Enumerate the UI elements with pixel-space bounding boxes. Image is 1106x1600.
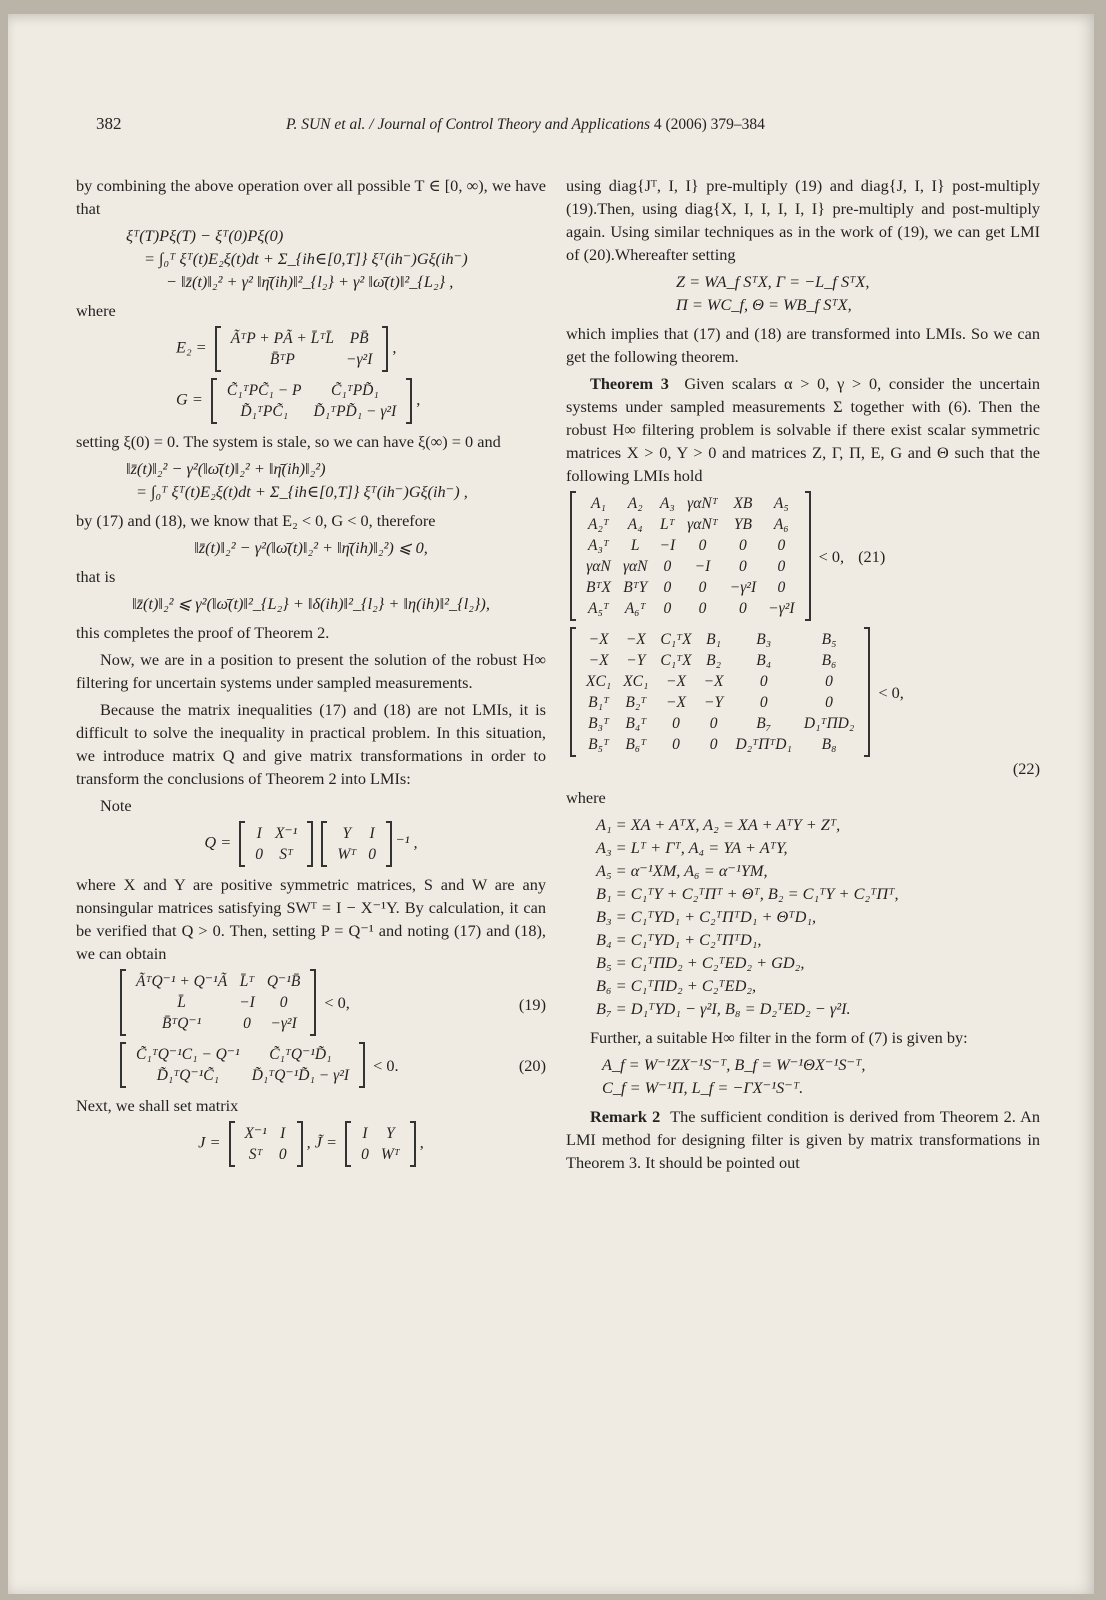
matrix-cell: Sᵀ (248, 1146, 263, 1163)
definitions-block (566, 813, 1040, 1020)
equation-block (566, 270, 1040, 316)
matrix-cell: D̃₁ᵀQ⁻¹C̃₁ (156, 1067, 220, 1084)
matrix-cell: −Y (704, 694, 724, 711)
matrix-cell: L (630, 537, 640, 554)
remark-label: Remark 2 (590, 1107, 661, 1126)
definition-line: A₁ = XA + AᵀX, A₂ = XA + AᵀY + Zᵀ, (596, 815, 841, 834)
equation-19 (76, 969, 546, 1036)
equation-label: G = (176, 389, 203, 409)
matrix-cell: I (362, 1125, 368, 1142)
matrix (570, 627, 870, 757)
equation-number: (21) (858, 546, 886, 566)
matrix-cell: B₃ᵀ (588, 715, 610, 732)
equation-number: (20) (518, 1056, 546, 1075)
equation-line: ‖z̄(t)‖₂² − γ²(‖ω̄(t)‖₂² + ‖η̄(ih)‖₂²) ⩽ 0, (194, 538, 428, 557)
inequality-sign: < 0, (878, 682, 904, 702)
equation-line: ξᵀ(T)Pξ(T) − ξᵀ(0)Pξ(0) (126, 226, 284, 245)
paragraph: that is (76, 567, 116, 586)
paragraph: by (17) and (18), we know that E₂ < 0, G < 0, therefore (76, 511, 436, 530)
definition-line: B₁ = C₁ᵀY + C₂ᵀΠᵀ + Θᵀ, B₂ = C₁ᵀY + C₂ᵀΠᵀ, (596, 884, 899, 903)
running-head (286, 116, 765, 134)
remark (566, 1105, 1040, 1174)
paragraph: setting ξ(0) = 0. The system is stale, so we can have ξ(∞) = 0 and (76, 432, 501, 451)
matrix (239, 821, 313, 867)
matrix-cell: C₁ᵀX (660, 631, 692, 648)
matrix-cell: 0 (243, 1015, 251, 1032)
matrix-cell: 0 (278, 1146, 287, 1163)
matrix-cell: 0 (709, 736, 718, 753)
definition-line: A₃ = Lᵀ + Γᵀ, A₄ = YA + AᵀY, (596, 838, 788, 857)
matrix-cell: 0 (698, 537, 707, 554)
matrix-cell: D̃₁ᵀPD̃₁ − γ²I (313, 403, 397, 420)
matrix-cell: −X (588, 631, 609, 648)
matrix-cell: D̃₁ᵀQ⁻¹D̃₁ − γ²I (251, 1067, 350, 1084)
matrix-cell: B₁ᵀ (588, 694, 610, 711)
matrix-cell: Sᵀ (279, 846, 294, 863)
matrix-cell: A₄ (627, 516, 643, 533)
matrix (229, 1121, 303, 1167)
equation-line: = ∫₀ᵀ ξᵀ(t)E₂ξ(t)dt + Σ_{ih∈[0,T]} ξᵀ(ih⁻)Gξ(ih⁻) , (136, 482, 468, 501)
paragraph: which implies that (17) and (18) are transformed into LMIs. So we can get the following theorem. (566, 324, 1040, 366)
matrix (211, 378, 412, 424)
paragraph: using diag{Jᵀ, I, I} pre-multiply (19) and diag{J, I, I} post-multiply (19).Then, using diag{X, I, I, I, I, I} pre-multiply and post-multiply again. Using similar techniques as in the work of (19), we can get LMI of (20).Whereafter setting (566, 176, 1040, 264)
matrix-cell: B₂ (706, 652, 721, 669)
paragraph: Now, we are in a position to present the solution of the robust H∞ filtering for uncertain systems under sampled measurements. (76, 650, 546, 692)
equation-label: Q = (204, 832, 232, 852)
matrix-cell: −X (625, 631, 646, 648)
equation-line: A_f = W⁻¹ZX⁻¹S⁻ᵀ, B_f = W⁻¹ΘX⁻¹S⁻ᵀ, (602, 1055, 866, 1074)
matrix-cell: B̄ᵀQ⁻¹ (161, 1015, 202, 1032)
equation-line: Z = WA_f SᵀX, Γ = −L_f SᵀX, (676, 272, 870, 291)
matrix-cell: B₄ᵀ (625, 715, 647, 732)
matrix-cell: B₂ᵀ (625, 694, 647, 711)
journal-page (8, 14, 1094, 1594)
matrix-cell: 0 (709, 715, 718, 732)
equation-suffix: , (419, 1132, 424, 1152)
matrix-cell: 0 (672, 715, 680, 732)
matrix-cell: C̃₁ᵀPD̃₁ (330, 382, 379, 399)
matrix-cell: I (280, 1125, 286, 1142)
matrix-cell: BᵀY (623, 579, 648, 596)
paragraph: where X and Y are positive symmetric matrices, S and W are any nonsingular matrices satisfying SWᵀ = I − X⁻¹Y. By calculation, it can be verified that Q > 0. Then, setting P = Q⁻¹ and noting (17) and (18), we can obtain (76, 875, 546, 963)
matrix-cell: γαNᵀ (687, 495, 718, 512)
matrix-cell: I (256, 825, 262, 842)
matrix-cell: −I (239, 994, 255, 1011)
equation-block (76, 224, 546, 293)
matrix-cell: γαNᵀ (687, 516, 718, 533)
inequality-sign: < 0, (818, 546, 845, 566)
matrix-cell: B₃ (756, 631, 772, 648)
matrix-cell: −γ²I (270, 1015, 297, 1032)
matrix-cell: XC₁ (623, 673, 649, 690)
matrix-cell: X⁻¹ (275, 825, 298, 842)
matrix-cell: −γ²I (768, 600, 795, 617)
matrix-cell: B̄ᵀP (269, 351, 295, 368)
running-head-authors: P. SUN et al. / (286, 116, 378, 133)
theorem-label: Theorem 3 (590, 374, 669, 393)
matrix-cell: 0 (777, 579, 786, 596)
matrix-cell: −X (703, 673, 724, 690)
matrix-cell: Y (342, 825, 352, 842)
matrix-cell: D₁ᵀΠD₂ (803, 715, 855, 732)
matrix-cell: −I (659, 537, 676, 554)
matrix-cell: A₃ (659, 495, 675, 512)
inequality-sign: < 0. (373, 1055, 399, 1075)
definition-line: B₃ = C₁ᵀYD₁ + C₂ᵀΠᵀD₁ + ΘᵀD₁, (596, 907, 817, 926)
matrix-cell: 0 (739, 537, 747, 554)
matrix-cell: A₁ (591, 495, 606, 512)
page-number: 382 (96, 114, 122, 133)
matrix (215, 326, 389, 372)
equation-line: Π = WC_f, Θ = WB_f SᵀX, (676, 295, 852, 314)
matrix-cell: ÃᵀQ⁻¹ + Q⁻¹Ã (136, 973, 228, 990)
matrix-cell: B₅ (821, 631, 837, 648)
matrix-cell: 0 (698, 579, 707, 596)
matrix-cell: D̃₁ᵀPC̃₁ (240, 403, 289, 420)
equation-20 (76, 1042, 546, 1088)
matrix-cell: −X (666, 694, 686, 711)
matrix (120, 1042, 365, 1088)
matrix (345, 1121, 416, 1167)
matrix-cell: Y (385, 1125, 395, 1142)
definition-line: A₅ = α⁻¹XM, A₆ = α⁻¹YM, (596, 861, 768, 880)
equation-J (76, 1121, 546, 1167)
theorem (566, 372, 1040, 487)
equation-label: , J̃ = (306, 1132, 338, 1152)
inequality-sign: < 0, (324, 993, 350, 1012)
matrix (321, 821, 392, 867)
matrix-cell: 0 (663, 558, 672, 575)
matrix-cell: 0 (672, 736, 680, 753)
equation-21 (566, 491, 1040, 621)
matrix-cell: 0 (825, 694, 833, 711)
running-head-journal: Journal of Control Theory and Applications (377, 116, 650, 133)
matrix-cell: PB̄ (349, 330, 369, 347)
matrix-cell: B₁ (706, 631, 721, 648)
equation-E2: E₂ = ÃᵀP + PÃ + L̄ᵀL̄ PB̄ B̄ᵀP −γ²I , (76, 326, 546, 372)
matrix-cell: A₆ᵀ (624, 600, 646, 617)
matrix-cell: BᵀX (586, 579, 611, 596)
definition-line: B₄ = C₁ᵀYD₁ + C₂ᵀΠᵀD₁, (596, 930, 762, 949)
paragraph: Note (100, 796, 132, 815)
matrix-cell: A₆ (773, 516, 789, 533)
matrix-cell: 0 (825, 673, 833, 690)
matrix-cell: C₁ᵀX (660, 652, 692, 669)
matrix-cell: 0 (663, 579, 672, 596)
equation-number: (19) (518, 995, 546, 1014)
matrix-cell: D₂ᵀΠᵀD₁ (735, 736, 792, 753)
definition-line: B₅ = C₁ᵀΠD₂ + C₂ᵀED₂ + GD₂, (596, 953, 805, 972)
matrix-cell: −X (588, 652, 609, 669)
matrix-cell: 0 (777, 537, 786, 554)
matrix-cell: Wᵀ (380, 1146, 400, 1163)
equation-line: = ∫₀ᵀ ξᵀ(t)E₂ξ(t)dt + Σ_{ih∈[0,T]} ξᵀ(ih⁻)Gξ(ih⁻) (144, 249, 468, 268)
equation-line: ‖z̄(t)‖₂² ⩽ γ²(‖ω̄(t)‖²_{L₂} + ‖δ(ih)‖²_{l₂} + ‖η(ih)‖²_{l₂}), (132, 594, 490, 613)
matrix-cell: 0 (255, 846, 264, 863)
matrix-cell: Wᵀ (337, 846, 357, 863)
matrix-cell: A₂ᵀ (588, 516, 609, 533)
matrix-cell: 0 (777, 558, 786, 575)
matrix-cell: L̄ᵀ (239, 973, 255, 990)
matrix-cell: A₂ (627, 495, 643, 512)
matrix-cell: YB (733, 516, 752, 533)
running-head-volume: 4 (2006) 379–384 (649, 116, 765, 133)
matrix-cell: B₆ᵀ (625, 736, 647, 753)
paragraph: Further, a suitable H∞ filter in the form of (7) is given by: (590, 1028, 968, 1047)
definition-line: B₆ = C₁ᵀΠD₂ + C₂ᵀED₂, (596, 976, 757, 995)
page-header (96, 114, 1054, 144)
matrix-cell: B₈ (821, 736, 837, 753)
equation-number: (22) (1012, 759, 1040, 778)
matrix-cell: 0 (759, 694, 768, 711)
matrix-cell: −γ²I (729, 579, 757, 596)
paragraph: Because the matrix inequalities (17) and (18) are not LMIs, it is difficult to solve the inequality in practical problem. In this situation, we introduce matrix Q and give matrix transformations in order to transform the conclusions of Theorem 2 into LMIs: (76, 700, 546, 788)
matrix-cell: γαN (622, 558, 648, 575)
matrix-cell: Lᵀ (660, 516, 675, 533)
matrix-cell: X⁻¹ (244, 1125, 267, 1142)
matrix-cell: γαN (586, 558, 611, 575)
paragraph: where (76, 301, 116, 320)
paragraph: this completes the proof of Theorem 2. (76, 623, 330, 642)
matrix-cell: A₃ᵀ (588, 537, 609, 554)
equation-label: E₂ = (176, 337, 207, 357)
matrix-cell: ÃᵀP + PÃ + L̄ᵀL̄ (230, 330, 334, 347)
matrix-cell: −Y (626, 652, 646, 669)
equation-line: ‖z̄(t)‖₂² − γ²(‖ω̄(t)‖₂² + ‖η̄(ih)‖₂²) (126, 459, 326, 478)
matrix-cell: I (369, 825, 375, 842)
matrix (570, 491, 811, 621)
matrix-cell: 0 (739, 600, 747, 617)
matrix-cell: A₅ᵀ (588, 600, 609, 617)
right-column (566, 174, 1040, 1178)
equation-block (76, 457, 546, 503)
matrix-cell: C̃₁ᵀQ⁻¹D̃₁ (269, 1046, 332, 1063)
matrix-cell: C̃₁ᵀQ⁻¹C₁ − Q⁻¹ (136, 1046, 240, 1063)
matrix-cell: 0 (739, 558, 747, 575)
matrix-cell: L̄ (177, 994, 186, 1011)
matrix-cell: 0 (279, 994, 288, 1011)
matrix-cell: C̃₁ᵀPC̃₁ − P (226, 382, 302, 399)
matrix-cell: 0 (698, 600, 707, 617)
matrix-cell: 0 (361, 1146, 369, 1163)
equation-label: J = (198, 1132, 221, 1152)
matrix-cell: 0 (663, 600, 672, 617)
matrix-cell: 0 (759, 673, 768, 690)
paragraph: by combining the above operation over all possible T ∈ [0, ∞), we have that (76, 176, 546, 218)
matrix-cell: B₅ᵀ (588, 736, 610, 753)
equation-block (566, 1053, 1040, 1099)
paragraph: where (566, 788, 606, 807)
matrix-cell: −I (694, 558, 711, 575)
matrix-cell: B₇ (756, 715, 772, 732)
matrix (120, 969, 316, 1036)
paragraph: Next, we shall set matrix (76, 1096, 239, 1115)
definition-line: B₇ = D₁ᵀYD₁ − γ²I, B₈ = D₂ᵀED₂ − γ²I. (596, 999, 851, 1018)
matrix-cell: B₆ (821, 652, 837, 669)
remark-text: The sufficient condition is derived from Theorem 2. An LMI method for designing filter is given by matrix transformations in Theorem 3. It should be pointed out (566, 1107, 1040, 1172)
equation-Q (76, 821, 546, 867)
equation-G: G = C̃₁ᵀPC̃₁ − P C̃₁ᵀPD̃₁ D̃₁ᵀPC̃₁ D̃₁ᵀPD̃₁ − γ²I , (76, 378, 546, 424)
equation-line: − ‖z̄(t)‖₂² + γ² ‖η̄(ih)‖²_{l₂} + γ² ‖ω̄(t)‖²_{L₂} , (166, 272, 454, 291)
matrix-cell: XB (733, 495, 753, 512)
equation-22 (566, 627, 1040, 780)
matrix-cell: 0 (368, 846, 376, 863)
matrix-cell: B₄ (756, 652, 772, 669)
matrix-cell: −γ²I (345, 351, 373, 368)
matrix-cell: Q⁻¹B̄ (266, 973, 301, 990)
left-column (76, 174, 546, 1173)
matrix-cell: XC₁ (586, 673, 612, 690)
theorem-text: Given scalars α > 0, γ > 0, consider the uncertain systems under sampled measurements Σ together with (6). Then the robust H∞ filtering problem is solvable if there exist scalar symmetric matrices X > 0, Y > 0 and matrices Z, Γ, Π, E, G and Θ such that the following LMIs hold (566, 374, 1040, 485)
equation-line: C_f = W⁻¹Π, L_f = −ΓX⁻¹S⁻ᵀ. (602, 1078, 804, 1097)
matrix-cell: A₅ (773, 495, 789, 512)
matrix-cell: −X (666, 673, 686, 690)
equation-suffix: ⁻¹ , (395, 832, 418, 852)
